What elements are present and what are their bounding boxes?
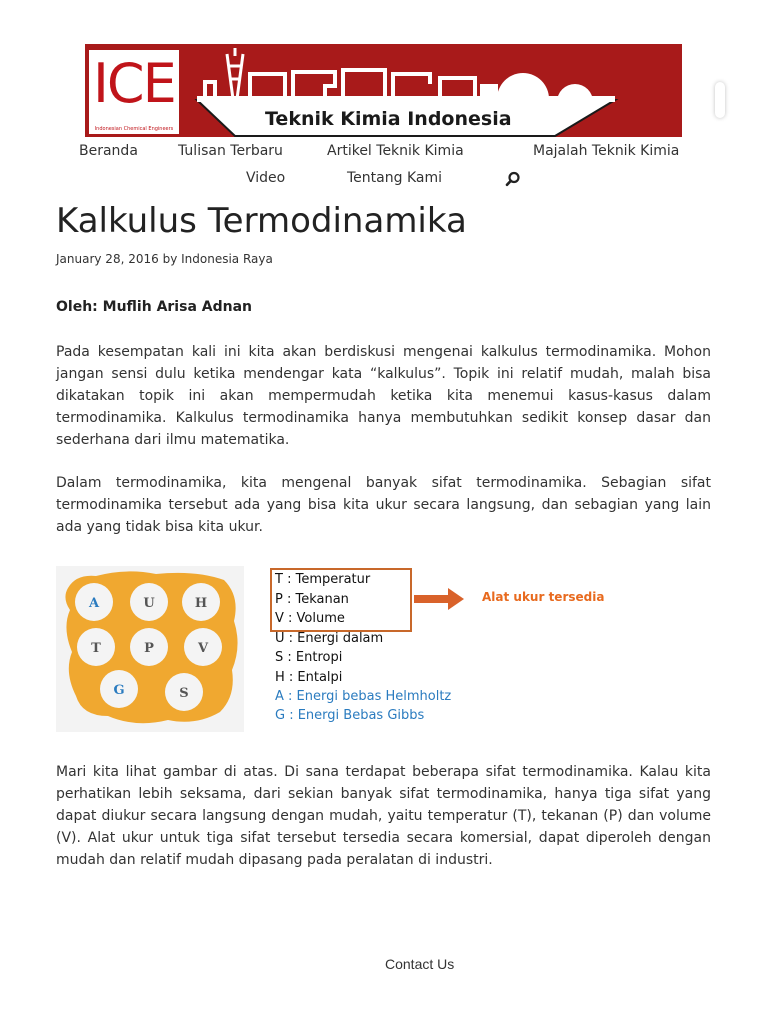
paragraph-1: Pada kesempatan kali ini kita akan berdiskusi mengenai kalkulus termodinamika. Mohon jangan sensi dulu ketika mendengar kata “kalkulus”. Topik ini relatif mudah, malah bisa dikatakan topik ini akan mempermudah ketika kita menemui kasus-kasus dalam termodinamika. Kalkulus termodinamika hanya membutuhkan sedikit konsep dasar dan sederhana dari ilmu matematika. (56, 344, 711, 448)
legend-item-u: U : Energi dalam (275, 631, 384, 646)
property-circle-a (75, 583, 113, 621)
site-title: Teknik Kimia Indonesia (265, 108, 512, 130)
property-letter: G (113, 683, 125, 698)
property-letter: S (179, 686, 189, 701)
post-author[interactable]: Indonesia Raya (181, 252, 273, 266)
byline-label: Oleh (56, 299, 93, 315)
search-icon[interactable] (505, 171, 521, 187)
properties-diagram (56, 566, 244, 732)
site-banner[interactable] (85, 44, 682, 137)
paragraph-3: Mari kita lihat gambar di atas. Di sana terdapat beberapa sifat termodinamika. Kalau kita perhatikan lebih seksama, dari sekian banyak sifat termodinamika, hanya tiga sifat yang dapat diukur secara langsung dengan mudah, yaitu temperatur (T), tekanan (P) dan volume (V). Alat ukur untuk tiga sifat tersebut tersedia secara komersial, dapat diperoleh dengan mudah dan relatif mudah dipasang pada peralatan di industri. (56, 764, 711, 868)
contact-us-link[interactable]: Contact Us (385, 956, 455, 972)
property-circle-s (165, 673, 203, 711)
paragraph-2: Dalam termodinamika, kita mengenal banyak sifat termodinamika. Sebagian sifat termodinamika tersebut ada yang bisa kita ukur secara langsung, dan sebagian yang lain ada yang tidak bisa kita ukur. (56, 475, 711, 535)
nav-item-tulisan-terbaru[interactable]: Tulisan Terbaru (178, 143, 283, 159)
nav-item-artikel-teknik-kimia[interactable]: Artikel Teknik Kimia (327, 143, 464, 159)
byline-name: Muflih Arisa Adnan (102, 299, 253, 315)
post-by: by (162, 252, 178, 266)
article-byline: Oleh: Muflih Arisa Adnan (56, 299, 253, 315)
post-meta (56, 252, 273, 266)
arrow-right-icon (414, 588, 466, 610)
legend-item-g: G : Energi Bebas Gibbs (275, 708, 425, 723)
legend-item-p: P : Tekanan (275, 592, 349, 607)
nav-item-tentang-kami[interactable]: Tentang Kami (347, 170, 442, 186)
property-circle-t (77, 628, 115, 666)
nav-item-majalah-teknik-kimia[interactable]: Majalah Teknik Kimia (533, 143, 680, 159)
property-circle-u (130, 583, 168, 621)
property-circle-v (184, 628, 222, 666)
property-circle-g (100, 670, 138, 708)
property-circle-p (130, 628, 168, 666)
logo-text: ICE (93, 52, 175, 115)
article-title: Kalkulus Termodinamika (56, 201, 467, 241)
arrow-label: Alat ukur tersedia (482, 590, 605, 604)
post-date[interactable]: January 28, 2016 (56, 252, 159, 266)
property-letter: A (88, 596, 100, 611)
property-letter: P (144, 641, 154, 656)
legend-item-t: T : Temperatur (275, 572, 371, 587)
nav-item-beranda[interactable]: Beranda (79, 143, 138, 159)
property-letter: V (197, 641, 209, 656)
legend-item-a: A : Energi bebas Helmholtz (275, 689, 452, 704)
property-circle-h (182, 583, 220, 621)
property-letter: U (143, 596, 155, 611)
property-letter: T (91, 641, 101, 656)
property-letter: H (194, 596, 208, 611)
legend-item-v: V : Volume (275, 611, 345, 626)
side-tab[interactable] (715, 82, 725, 118)
logo-subtitle: Indonesian Chemical Engineers (94, 126, 174, 132)
nav-item-video[interactable]: Video (246, 170, 286, 186)
legend-item-s: S : Entropi (275, 650, 343, 665)
legend-item-h: H : Entalpi (275, 670, 343, 685)
